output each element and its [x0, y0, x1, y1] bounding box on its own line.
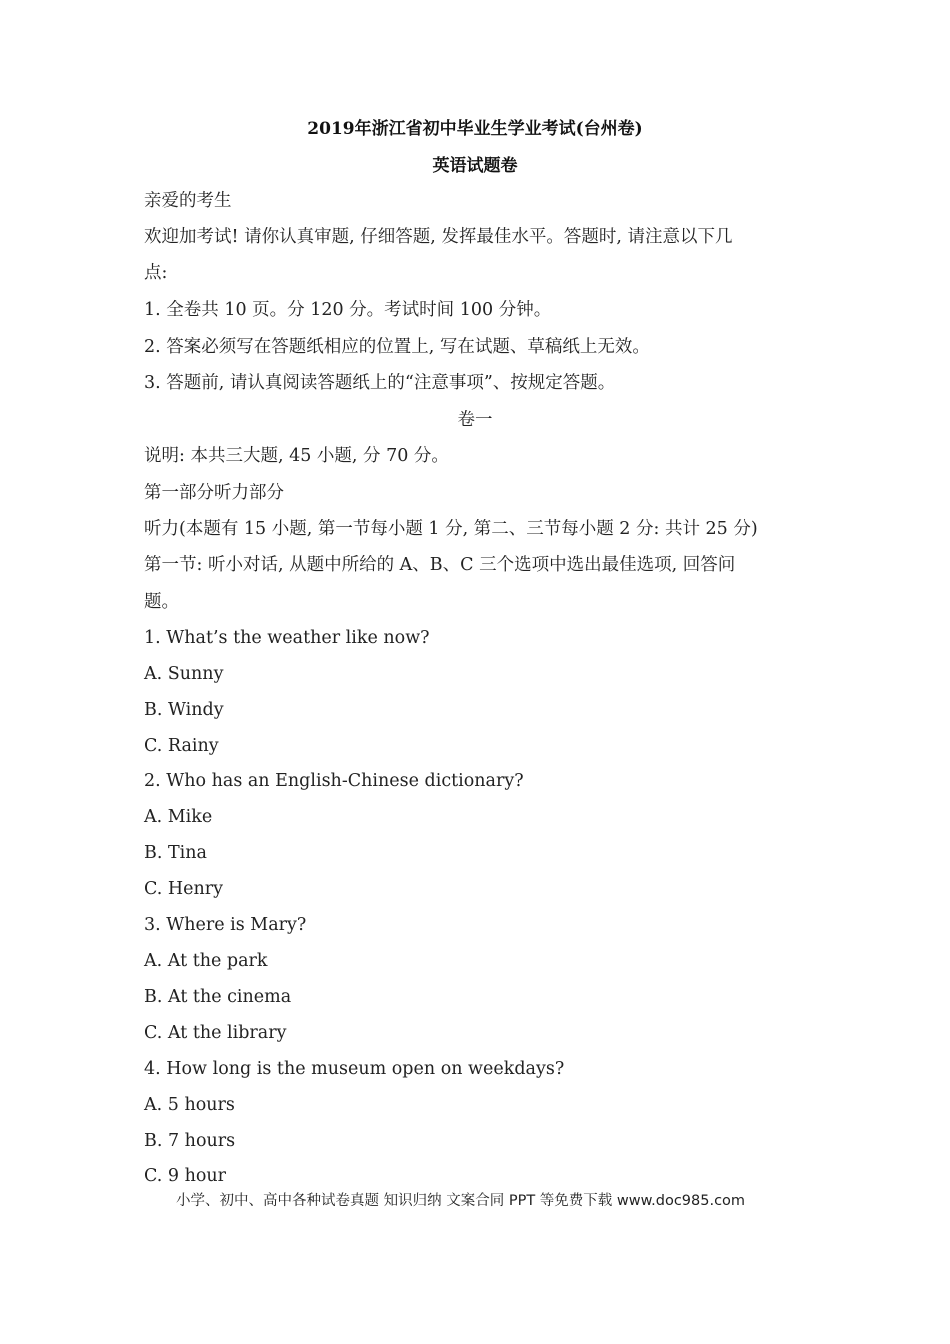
- subsection-instructions: 第一节: 听小对话, 从题中所给的 A、B、C 三个选项中选出最佳选项, 回答问: [144, 555, 736, 575]
- page-footer: 小学、初中、高中各种试卷真题 知识归纳 文案合同 PPT 等免费下载 www.doc985.com: [176, 1193, 746, 1209]
- subsection-instructions-continued: 题。: [144, 592, 179, 612]
- question-3-option-c: C. At the library: [144, 1023, 287, 1043]
- welcome-text-continued: 点:: [144, 263, 168, 283]
- document-subtitle: 英语试题卷: [432, 156, 518, 176]
- section-note: 说明: 本共三大题, 45 小题, 分 70 分。: [144, 446, 449, 466]
- exam-rule-2: 2. 答案必须写在答题纸相应的位置上, 写在试题、草稿纸上无效。: [144, 337, 650, 357]
- listening-instructions: 听力(本题有 15 小题, 第一节每小题 1 分, 第二、三节每小题 2 分: 共计 25 分): [144, 519, 758, 539]
- question-4-option-a: A. 5 hours: [144, 1095, 235, 1115]
- question-2: 2. Who has an English-Chinese dictionary?: [144, 771, 524, 791]
- question-1-option-b: B. Windy: [144, 700, 224, 720]
- question-2-option-a: A. Mike: [144, 807, 213, 827]
- part-heading: 第一部分听力部分: [144, 483, 284, 503]
- greeting: 亲爱的考生: [144, 191, 232, 211]
- question-3-option-a: A. At the park: [144, 951, 268, 971]
- question-2-option-c: C. Henry: [144, 879, 224, 899]
- welcome-text: 欢迎加考试! 请你认真审题, 仔细答题, 发挥最佳水平。答题时, 请注意以下几: [144, 227, 733, 247]
- exam-rule-3: 3. 答题前, 请认真阅读答题纸上的“注意事项”、按规定答题。: [144, 373, 616, 393]
- exam-rule-1: 1. 全卷共 10 页。分 120 分。考试时间 100 分钟。: [144, 300, 552, 320]
- document-title: 2019年浙江省初中毕业生学业考试(台州卷): [307, 119, 643, 139]
- question-4: 4. How long is the museum open on weekdays?: [144, 1059, 565, 1079]
- question-4-option-c: C. 9 hour: [144, 1166, 227, 1186]
- question-1-option-c: C. Rainy: [144, 736, 219, 756]
- question-2-option-b: B. Tina: [144, 843, 207, 863]
- question-1-option-a: A. Sunny: [144, 664, 224, 684]
- question-4-option-b: B. 7 hours: [144, 1131, 236, 1151]
- volume-heading: 卷一: [457, 410, 493, 430]
- question-3: 3. Where is Mary?: [144, 915, 307, 935]
- question-3-option-b: B. At the cinema: [144, 987, 292, 1007]
- question-1: 1. What’s the weather like now?: [144, 628, 430, 648]
